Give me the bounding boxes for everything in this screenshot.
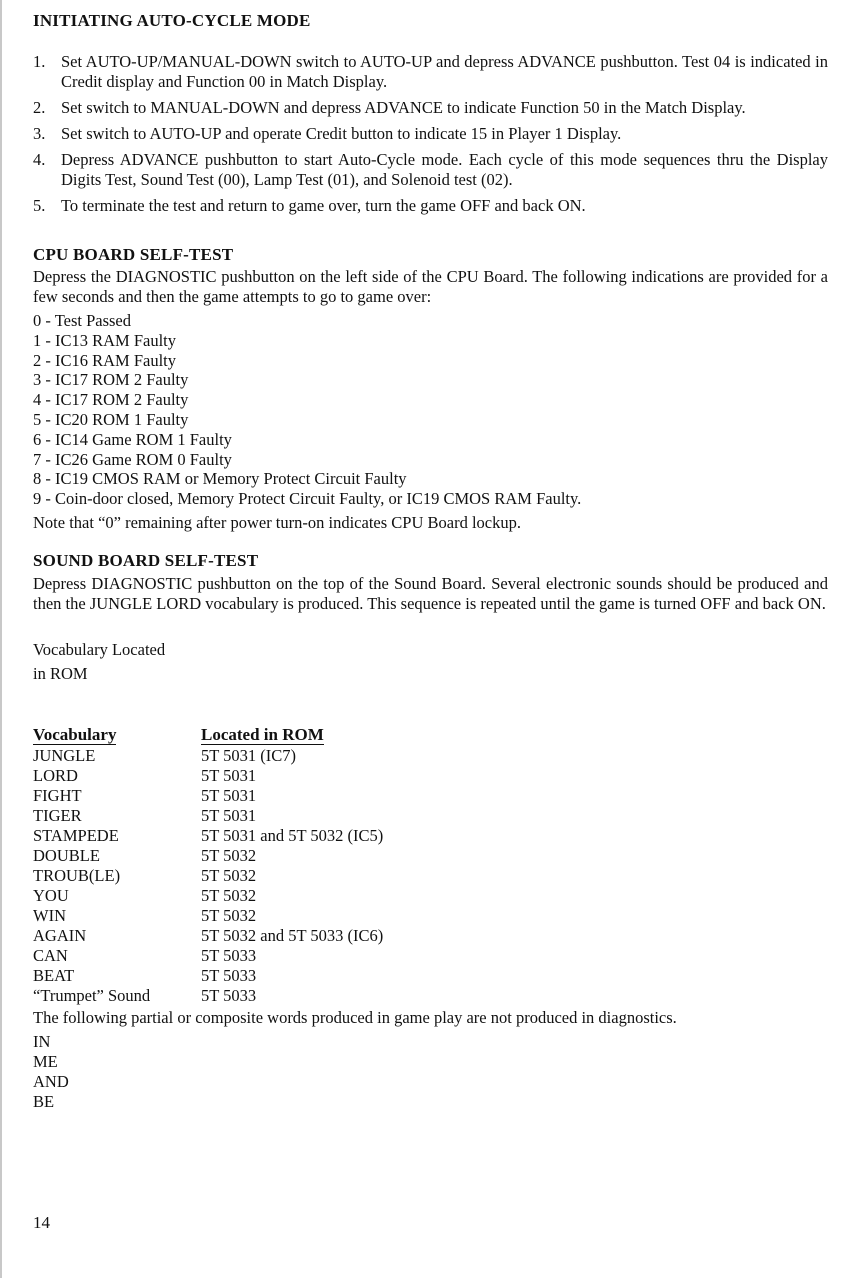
table-row: DOUBLE 5T 5032	[33, 846, 257, 865]
rom-column-header: Located in ROM	[201, 725, 324, 744]
auto-cycle-heading: INITIATING AUTO-CYCLE MODE	[33, 11, 311, 30]
step-item: 1. Set AUTO-UP/MANUAL-DOWN switch to AUTO-UP and depress ADVANCE pushbutton. Test 04 is indicated in Credit display and Function 00 in Match Display.	[33, 52, 828, 91]
sound-test-intro: Depress DIAGNOSTIC pushbutton on the top of the Sound Board. Several electronic sounds should be produced and then the JUNGLE LORD vocabulary is produced. This sequence is repeated until the game is turned OFF and back ON.	[33, 574, 828, 613]
table-header-row	[33, 724, 383, 746]
table-row: AGAIN 5T 5032 and 5T 5033 (IC6)	[33, 926, 384, 945]
vocabulary-caption-line-2: in ROM	[33, 664, 88, 683]
error-code: 7 - IC26 Game ROM 0 Faulty	[33, 449, 232, 469]
error-code: 0 - Test Passed	[33, 311, 131, 330]
table-row: TIGER 5T 5031	[33, 806, 257, 825]
error-code: 6 - IC14 Game ROM 1 Faulty	[33, 429, 232, 449]
table-row: STAMPEDE 5T 5031 and 5T 5032 (IC5)	[33, 826, 384, 845]
list-item: IN	[33, 1032, 51, 1051]
table-row: TROUB(LE) 5T 5032	[33, 866, 257, 885]
partial-words-note: The following partial or composite words produced in game play are not produced in diagnostics.	[33, 1008, 677, 1027]
step-item: 2. Set switch to MANUAL-DOWN and depress ADVANCE to indicate Function 50 in the Match Display.	[33, 98, 746, 117]
error-code: 1 - IC13 RAM Faulty	[33, 330, 177, 350]
error-code: 8 - IC19 CMOS RAM or Memory Protect Circuit Faulty	[33, 469, 407, 489]
error-code: 9 - Coin-door closed, Memory Protect Circuit Faulty, or IC19 CMOS RAM Faulty.	[33, 489, 582, 509]
step-item: 4. Depress ADVANCE pushbutton to start Auto-Cycle mode. Each cycle of this mode sequences thru the Display Digits Test, Sound Test (00), Lamp Test (01), and Solenoid test (02).	[33, 150, 828, 189]
vocabulary-caption-line-1: Vocabulary Located	[33, 640, 166, 659]
list-item: BE	[33, 1092, 55, 1111]
list-item: ME	[33, 1052, 58, 1071]
scan-edge	[0, 0, 2, 1278]
error-code: 2 - IC16 RAM Faulty	[33, 350, 177, 370]
table-row: WIN 5T 5032	[33, 906, 257, 925]
table-row: “Trumpet” Sound 5T 5033	[33, 986, 257, 1005]
step-item: 3. Set switch to AUTO-UP and operate Credit button to indicate 15 in Player 1 Display.	[33, 124, 622, 143]
cpu-test-intro: Depress the DIAGNOSTIC pushbutton on the left side of the CPU Board. The following indications are provided for a few seconds and then the game attempts to go to game over:	[33, 267, 828, 306]
table-row: BEAT 5T 5033	[33, 966, 257, 985]
table-row: FIGHT 5T 5031	[33, 786, 257, 805]
error-code: 4 - IC17 ROM 2 Faulty	[33, 390, 189, 410]
error-code: 3 - IC17 ROM 2 Faulty	[33, 370, 189, 390]
error-code: 5 - IC20 ROM 1 Faulty	[33, 409, 189, 429]
cpu-test-heading: CPU BOARD SELF-TEST	[33, 245, 234, 264]
auto-cycle-steps	[33, 52, 828, 222]
sound-test-heading: SOUND BOARD SELF-TEST	[33, 551, 259, 570]
table-row: LORD 5T 5031	[33, 766, 257, 785]
table-row: YOU 5T 5032	[33, 886, 257, 905]
page-number: 14	[33, 1213, 50, 1232]
vocabulary-column-header: Vocabulary	[33, 725, 117, 744]
step-item: 5. To terminate the test and return to game over, turn the game OFF and back ON.	[33, 196, 586, 215]
table-row: JUNGLE 5T 5031 (IC7)	[33, 746, 297, 765]
table-row: CAN 5T 5033	[33, 946, 257, 965]
list-item: AND	[33, 1072, 69, 1091]
vocabulary-table	[33, 724, 383, 1006]
partial-words-list	[33, 1032, 69, 1112]
cpu-lockup-note: Note that “0” remaining after power turn-on indicates CPU Board lockup.	[33, 513, 521, 532]
cpu-error-codes	[33, 311, 581, 509]
